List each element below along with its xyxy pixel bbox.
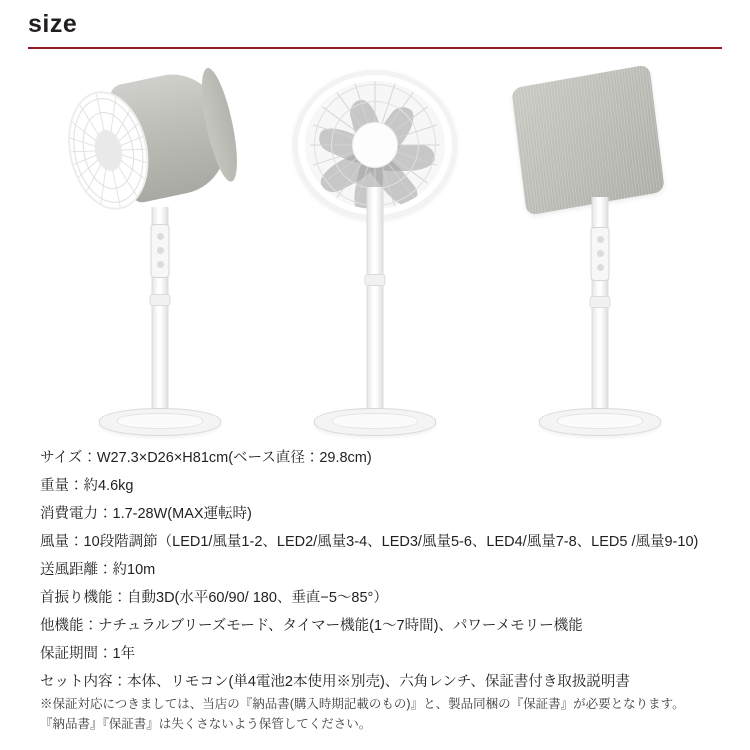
fan-fabric-back-panel [511, 64, 665, 215]
spec-power: 消費電力：1.7-28W(MAX運転時) [40, 506, 252, 522]
product-image-fan-front-view [265, 56, 485, 436]
spec-features: 他機能：ナチュラルブリーズモード、タイマー機能(1〜7時間)、パワーメモリー機能 [40, 618, 583, 634]
product-image-fan-rear-view [490, 56, 710, 436]
pole-joint [365, 274, 386, 286]
note-line-2: 『納品書』『保証書』は失くさないよう保管してください。 [40, 717, 372, 731]
control-panel [151, 224, 170, 278]
fan-base [539, 408, 661, 436]
fan-pole [367, 187, 384, 422]
product-image-fan-angled-side-view [50, 56, 270, 436]
fan-base [99, 408, 221, 436]
fan-head-angled [57, 65, 238, 216]
fan-base [314, 408, 436, 436]
note-line-1: ※保証対応につきましては、当店の『納品書(購入時期記載のもの)』と、製品同梱の『保証書』が必要となります。 [40, 697, 685, 711]
spec-warranty: 保証期間：1年 [40, 646, 136, 662]
spec-weight: 重量：約4.6kg [40, 478, 134, 494]
product-image-gallery [0, 56, 750, 436]
spec-airflow: 風量：10段階調節（LED1/風量1-2、LED2/風量3-4、LED3/風量5-6、LED4/風量7-8、LED5 /風量9-10) [40, 534, 699, 550]
spec-size: サイズ：W27.3×D26×H81cm(ベース直径：29.8cm) [40, 450, 372, 466]
spec-distance: 送風距離：約10m [40, 562, 156, 578]
warranty-notes [40, 694, 730, 734]
page-title: size [28, 10, 78, 38]
spec-oscillation: 首振り機能：自動3D(水平60/90/ 180、垂直−5〜85°） [40, 590, 388, 606]
pole-joint [590, 296, 611, 308]
control-panel [591, 227, 610, 281]
pole-joint [150, 294, 171, 306]
specification-list [40, 444, 730, 696]
header-divider [28, 47, 722, 49]
spec-contents: セット内容：本体、リモコン(単4電池2本使用※別売)、六角レンチ、保証書付き取扱説明書 [40, 674, 630, 690]
page-header [0, 0, 750, 48]
